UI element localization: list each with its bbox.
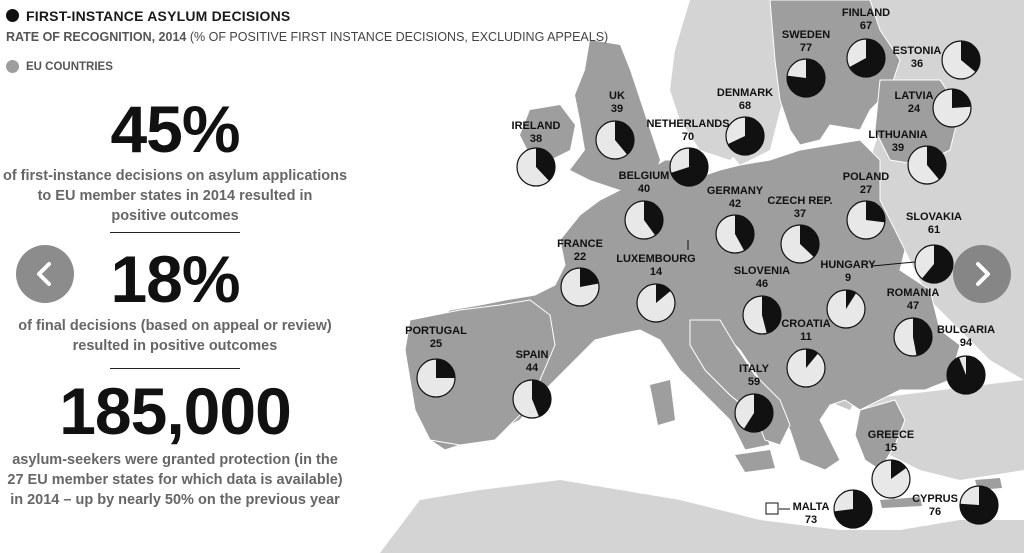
value-romania: 47 xyxy=(906,300,920,312)
value-finland: 67 xyxy=(859,20,873,32)
stat-desc-3 xyxy=(0,450,350,510)
value-bulgaria: 94 xyxy=(959,337,973,349)
stat-desc-1-line-2: to EU member states in 2014 resulted in xyxy=(37,188,313,204)
label-czech-rep: CZECH REP. xyxy=(767,195,833,207)
chart-subtitle xyxy=(6,30,608,44)
divider-2 xyxy=(110,368,240,369)
label-italy: ITALY xyxy=(739,363,769,375)
label-spain: SPAIN xyxy=(515,349,549,361)
value-lithuania: 39 xyxy=(891,142,905,154)
value-france: 22 xyxy=(573,251,587,263)
label-luxembourg: LUXEMBOURG xyxy=(616,253,696,265)
value-belgium: 40 xyxy=(637,183,651,195)
stat-desc-1-line-1: of first-instance decisions on asylum applications xyxy=(2,168,348,184)
value-ireland: 38 xyxy=(529,133,543,145)
value-estonia: 36 xyxy=(910,58,924,70)
label-hungary: HUNGARY xyxy=(820,259,876,271)
label-bulgaria: BULGARIA xyxy=(936,324,996,336)
stat-desc-2 xyxy=(0,316,350,356)
label-slovakia: SLOVAKIA xyxy=(905,211,963,223)
legend-eu xyxy=(6,60,113,73)
value-germany: 42 xyxy=(728,198,742,210)
label-ireland: IRELAND xyxy=(511,120,561,132)
chart-title: FIRST-INSTANCE ASYLUM DECISIONS xyxy=(26,8,291,24)
stat-desc-3-line-1: asylum-seekers were granted protection (in the xyxy=(12,452,338,468)
value-spain: 44 xyxy=(525,362,539,374)
label-sweden: SWEDEN xyxy=(781,29,831,41)
value-latvia: 24 xyxy=(907,103,921,115)
value-cyprus: 76 xyxy=(928,506,942,518)
stat-desc-2-line-1: of final decisions (based on appeal or review) xyxy=(18,318,332,334)
legend-dot-black xyxy=(6,9,19,22)
stat-value-2: 18% xyxy=(110,242,240,316)
carousel-prev-button[interactable] xyxy=(16,245,74,303)
stat-desc-3-line-2: 27 EU member states for which data is available) xyxy=(7,472,343,488)
stat-desc-1-line-3: positive outcomes xyxy=(111,208,239,224)
value-czech-rep: 37 xyxy=(793,208,807,220)
label-poland: POLAND xyxy=(842,171,890,183)
value-malta: 73 xyxy=(804,514,818,526)
value-slovenia: 46 xyxy=(755,278,769,290)
label-malta: MALTA xyxy=(792,501,830,513)
label-france: FRANCE xyxy=(557,238,603,250)
label-finland: FINLAND xyxy=(841,7,891,19)
subtitle-rest: (% OF POSITIVE FIRST INSTANCE DECISIONS, EXCLUDING APPEALS) xyxy=(189,30,609,44)
carousel-next-button[interactable] xyxy=(953,245,1011,303)
value-sweden: 77 xyxy=(799,42,813,54)
value-portugal: 25 xyxy=(429,338,443,350)
stat-value-1: 45% xyxy=(110,92,240,166)
stat-desc-2-line-2: resulted in positive outcomes xyxy=(72,338,278,354)
stat-desc-1 xyxy=(0,166,350,226)
value-luxembourg: 14 xyxy=(649,266,663,278)
value-denmark: 68 xyxy=(738,100,752,112)
value-slovakia: 61 xyxy=(927,224,941,236)
value-italy: 59 xyxy=(747,376,761,388)
value-greece: 15 xyxy=(884,442,898,454)
stat-value-3: 185,000 xyxy=(59,374,291,448)
value-netherlands: 70 xyxy=(681,131,695,143)
label-latvia: LATVIA xyxy=(894,90,934,102)
label-slovenia: SLOVENIA xyxy=(733,265,791,277)
label-uk: UK xyxy=(609,90,625,102)
value-hungary: 9 xyxy=(844,272,852,284)
label-denmark: DENMARK xyxy=(716,87,774,99)
label-germany: GERMANY xyxy=(706,185,764,197)
subtitle-bold: RATE OF RECOGNITION, 2014 xyxy=(6,30,187,44)
label-lithuania: LITHUANIA xyxy=(868,129,928,141)
stat-block-3 xyxy=(0,374,350,510)
label-belgium: BELGIUM xyxy=(618,170,670,182)
label-cyprus: CYPRUS xyxy=(912,493,958,505)
value-poland: 27 xyxy=(859,184,873,196)
label-croatia: CROATIA xyxy=(781,318,831,330)
chevron-left-icon xyxy=(32,261,58,287)
legend-dot-grey xyxy=(6,60,19,73)
label-netherlands: NETHERLANDS xyxy=(646,118,730,130)
value-croatia: 11 xyxy=(800,331,812,343)
chevron-right-icon xyxy=(969,261,995,287)
stat-block-1 xyxy=(0,92,350,226)
legend-eu-label: EU COUNTRIES xyxy=(26,60,113,73)
divider-1 xyxy=(110,232,240,233)
legend-positive xyxy=(6,9,26,22)
label-estonia: ESTONIA xyxy=(892,45,942,57)
label-portugal: PORTUGAL xyxy=(405,325,467,337)
label-romania: ROMANIA xyxy=(886,287,940,299)
label-greece: GREECE xyxy=(867,429,915,441)
value-uk: 39 xyxy=(610,103,624,115)
stat-desc-3-line-3: in 2014 – up by nearly 50% on the previous year xyxy=(10,492,340,508)
